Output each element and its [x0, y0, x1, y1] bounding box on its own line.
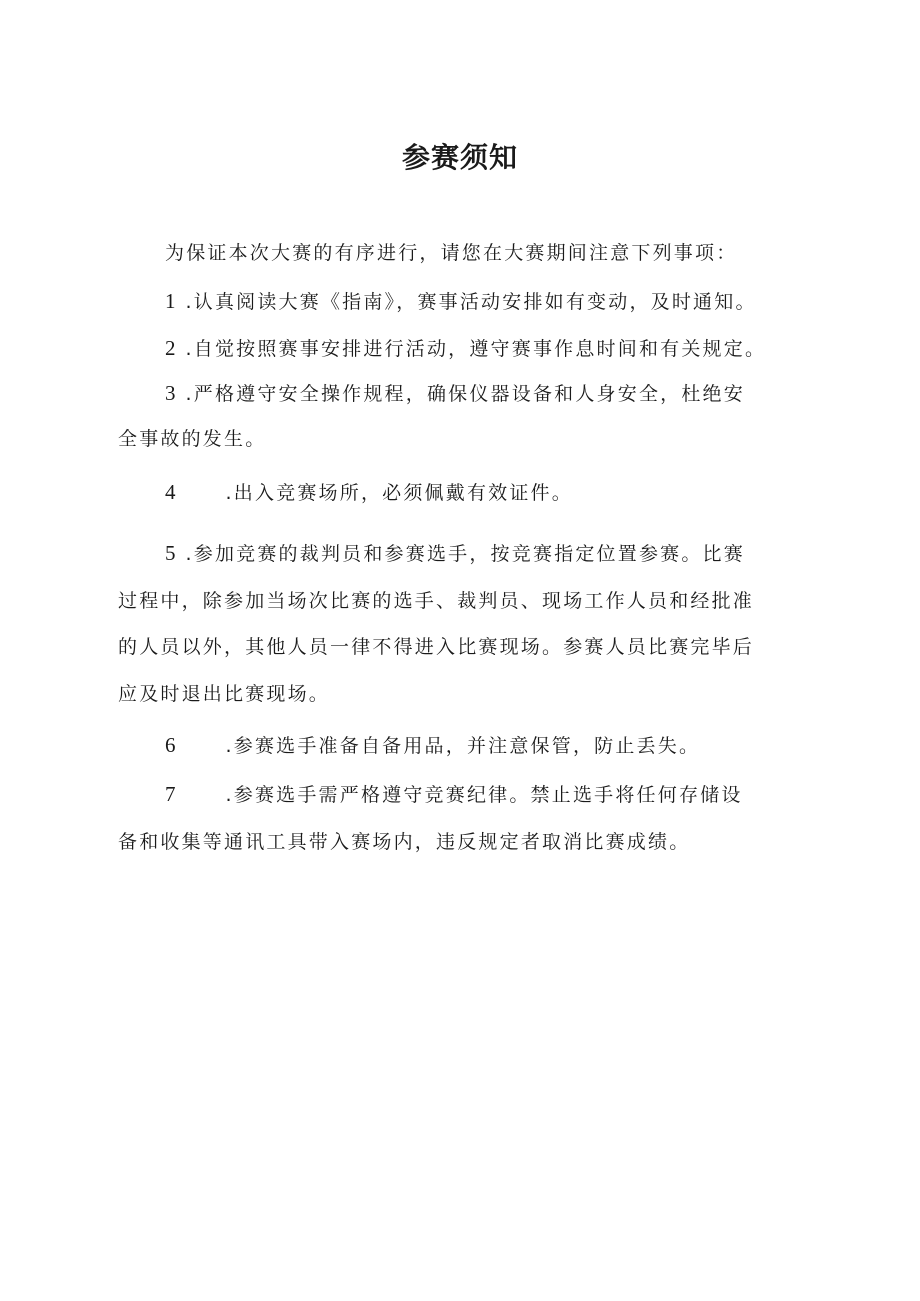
item-text: .出入竞赛场所，必须佩戴有效证件。 — [225, 482, 573, 504]
notice-item-3 — [165, 378, 865, 409]
notice-item-2 — [165, 333, 865, 364]
notice-item-4 — [165, 477, 865, 508]
notice-item-5-continuation: 应及时退出比赛现场。 — [118, 683, 331, 705]
item-number: 5 — [165, 541, 176, 565]
notice-item-5 — [165, 538, 865, 569]
item-text: .参赛选手需严格遵守竞赛纪律。禁止选手将任何存储设 — [225, 784, 743, 806]
item-text: .认真阅读大赛《指南》，赛事活动安排如有变动，及时通知。 — [185, 291, 757, 313]
notice-item-1 — [165, 286, 865, 317]
item-number: 7 — [165, 782, 176, 806]
item-text: .严格遵守安全操作规程，确保仪器设备和人身安全，杜绝安 — [185, 383, 745, 405]
notice-item-5-continuation: 过程中，除参加当场次比赛的选手、裁判员、现场工作人员和经批准 — [118, 590, 755, 612]
item-text: .参赛选手准备自备用品，并注意保管，防止丢失。 — [225, 735, 701, 757]
item-text: .参加竞赛的裁判员和参赛选手，按竞赛指定位置参赛。比赛 — [185, 543, 745, 565]
item-number: 2 — [165, 336, 176, 360]
notice-item-5-continuation: 的人员以外，其他人员一律不得进入比赛现场。参赛人员比赛完毕后 — [118, 636, 755, 658]
notice-item-3-continuation: 全事故的发生。 — [118, 428, 267, 450]
item-number: 4 — [165, 480, 176, 504]
item-number: 6 — [165, 733, 176, 757]
intro-paragraph: 为保证本次大赛的有序进行，请您在大赛期间注意下列事项： — [165, 242, 738, 264]
item-number: 3 — [165, 381, 176, 405]
item-text: .自觉按照赛事安排进行活动，遵守赛事作息时间和有关规定。 — [185, 338, 767, 360]
document-title: 参赛须知 — [401, 141, 518, 174]
notice-item-7 — [165, 779, 865, 810]
notice-item-7-continuation: 备和收集等通讯工具带入赛场内，违反规定者取消比赛成绩。 — [118, 831, 691, 853]
notice-item-6 — [165, 730, 865, 761]
item-number: 1 — [165, 289, 176, 313]
